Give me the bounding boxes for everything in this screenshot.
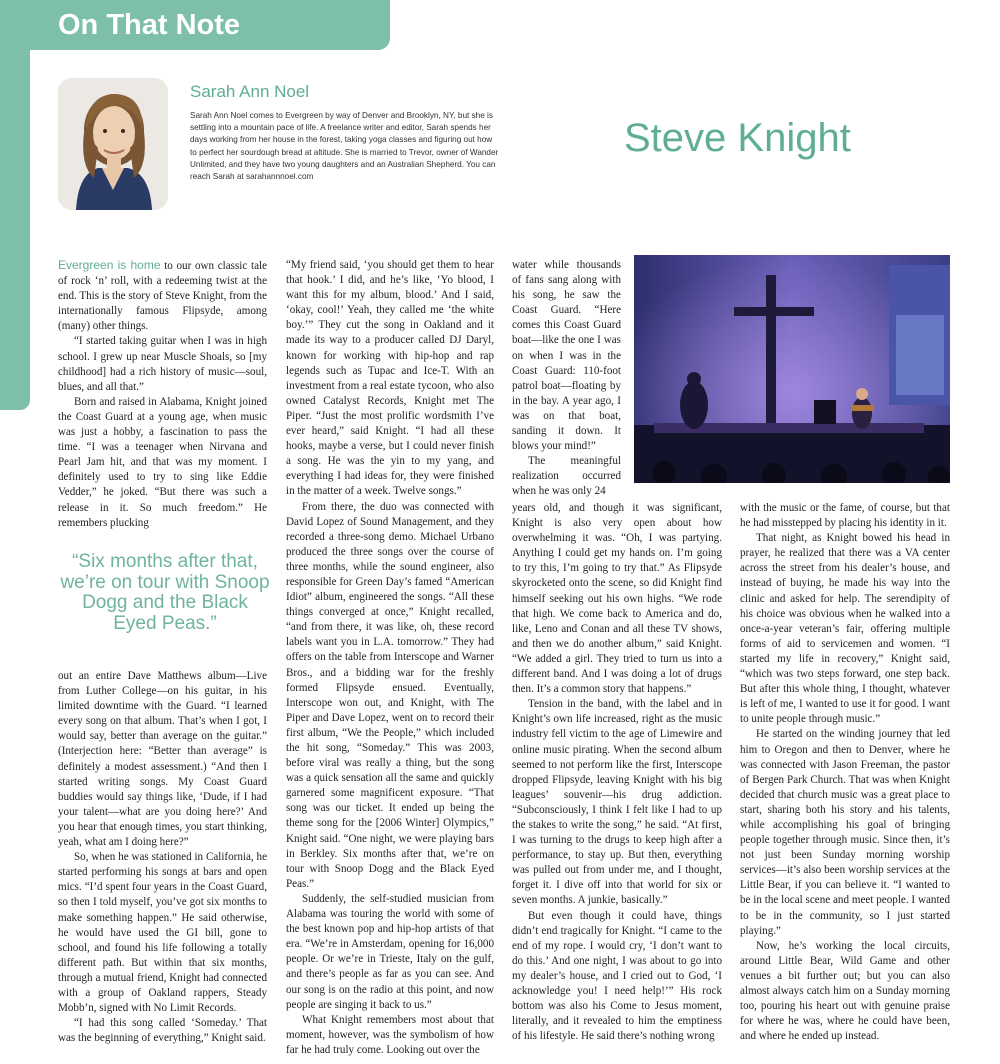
paragraph: That night, as Knight bowed his head in prayer, he realized that there was a VA center across the street from his dealer’s house, and instead of buying, he made his way into the clinic and asked for help. The serendipity of his choice was obvious when he walked into a once-a-year veteran’s fair, offering multiple forms of aid to servicemen and women. “I started my life in recovery,” Knight said, “which was two steps forward, one step back. But after this whole thing, I thought, whatever is left of me, I wanted to use it for good. I want to unite people through music.” <box>740 532 950 726</box>
paragraph: Suddenly, the self-studied musician from Alabama was touring the world with some of the best known pop and hip-hop artists of that era. “We’re in Amsterdam, opening for 16,000 people. Or we’re in Trieste, Italy on the gulf, and there’s people as far as you can see. And our song is on the radio at this point, and now people are singing it back to us.” <box>286 892 494 1011</box>
paragraph: From there, the duo was connected with David Lopez of Sound Management, and they recorded a three-song demo. Michael Urbano produced the three songs over the course of three months, while the sound engineer, also responsible for Green Day’s famed “American Idiot” album, engineered the songs. “All these things converged at once,” Knight recalled, “and from there, it was like, oh, these record labels want you in L.A. tomorrow.” They had offers on the table from Interscope and Warner Bros., and a bidding war for the freshly formed Flipsyde ensued. Eventually, Interscope won out, and Knight, with The Piper and Dave Lopez, went on to record their first album, “We the People,” which included the hit song, “Someday.” This was 2003, before viral was really a thing, but the song was a quick sensation all the same and quickly garnered some magnificent exposure. “That song was our ticket. It ended up being the theme song for the [2006 Winter] Olympics,” Knight said. “One night, we were playing bars in Berkley. Six months after that, we’re on tour with Snoop Dogg and the Black Eyed Peas.” <box>286 500 494 890</box>
author-portrait-icon <box>58 78 168 210</box>
pull-quote: “Six months after that, we’re on tour with Snoop Dogg and the Black Eyed Peas.” <box>60 551 270 634</box>
paragraph: Tension in the band, with the label and in Knight’s own life increased, right as the music industry fell victim to the age of Limewire and online music pirating. When the second album seemed to not perform like the first, Interscope dropped Flipsyde, leaving Knight with his big leagues’ souvenir—his drug addiction. “Subconsciously, I think I felt like I had to up the stakes to write the song,” he said. “At first, I was turning to the drugs to keep high after a performance, to stay up. But then, everything was pulled out from under me, and I thought, forget it. I dive off into that world for six or seven months. A junkie, basically.” <box>512 698 722 907</box>
paragraph: The meaningful realization occurred when he was only 24 <box>512 455 621 498</box>
section-side-bar <box>0 0 30 410</box>
column-4 <box>740 501 950 1044</box>
column-2 <box>286 258 494 1058</box>
paragraph: But even though it could have, things didn’t end tragically for Knight. “I came to the end of my rope. I would cry, ‘I don’t want to do this.’ And one night, I was about to go into my dealer’s house, and I cried out to God, ‘I acknowledge you! I need help!’” His rock bottom was also his Come to Jesus moment, literally, and it revealed to him the emptiness of his lifestyle. He said there’s nothing wrong <box>512 909 722 1043</box>
paragraph: “I started taking guitar when I was in high school. I grew up near Muscle Shoals, so [my childhood] had a rich history of music—soul, blues, and all that.” <box>58 335 267 393</box>
column-3-bottom <box>512 501 722 1044</box>
section-title: On That Note <box>58 9 241 41</box>
paragraph: water while thousands of fans sang along with his song, he saw the Coast Guard. “Here comes this Coast Guard boat—like the one I was on when I was in the Coast Guard: 110-foot patrol boat—floating by in the bay. A year ago, I was on that boat, sanding it down. It blows your mind!” <box>512 259 621 453</box>
concert-photo <box>634 255 950 483</box>
paragraph: Born and raised in Alabama, Knight joined the Coast Guard at a young age, when music was just a hobby, a fascination to pass the time. “I was a teenager when Nirvana and Pearl Jam hit, and that was my moment. I definitely used to try to sing like Eddie Vedder,” he joked. “But there was such a release in it. So much freedom.” He remembers plucking <box>58 395 267 529</box>
paragraph: “I had this song called ‘Someday.’ That was the beginning of everything,” Knight said. <box>58 1017 267 1045</box>
column-1-bottom <box>58 669 267 1046</box>
paragraph: So, when he was stationed in California, he started performing his songs at bars and open mics. “I’d spent four years in the Coast Guard, so then I told myself, you’ve got six months to make something happen.” He said otherwise, he would have used the GI bill, gone to school, and found his life following a totally different path. But within that six months, through a mutual friend, Knight had connected with a group of Oakland rappers, Steady Mobb’n, signed with No Limit Records. <box>58 851 267 1015</box>
author-photo <box>58 78 168 210</box>
lead-in: Evergreen is home <box>58 258 161 272</box>
article-headline: Steve Knight <box>624 116 851 160</box>
paragraph: “My friend said, ‘you should get them to hear that hook.’ I did, and he’s like, ‘Yo blood, I want this for my album, blood.’ And I said, ‘okay, cool!’ Yeah, they called me ‘the white boy.’” They cut the song in Oakland and it made its way to a producer called DJ Daryl, known for working with hip-hop and rap legends such as Tupac and Ice-T. With an investment from a real estate tycoon, who also owned Catalyst Records, Knight met The Piper. “Just the most prolific wordsmith I’ve ever heard,” said Knight. “I had all these hooks, maybe a verse, but I could never finish a song. He was the yin to my yang, and everything I had ideas for, they were finished in the matter of a week. Twelve songs.” <box>286 259 494 498</box>
paragraph: years old, and though it was significant, Knight is also very open about how overwhelming it was. “Oh, I was partying. Anything I could get my hands on. I’m going to try this, I’m going to try that.” As Flipsyde skyrocketed onto the scene, so did Knight find himself seeking out his own highs. “We rode that high. We come back to America and do, like, Leno and Conan and all these TV shows, and then we do another album,” said Knight. “We added a girl. They tried to turn us into a different band. And I was doing a lot of drugs then. It’s a common story that happens.” <box>512 502 722 696</box>
paragraph: out an entire Dave Matthews album—Live from Luther College—on his guitar, in his limited downtime with the Guard. “I learned every song on that album. That’s when I got, I would say, better than average on the guitar.” (Interjection here: “Better than average” is definitely a modest assessment.) “And then I started writing songs. My Coast Guard buddies would say things like, ‘Dude, if I had your talent—what are you doing here?’ And you hear that enough times, you start thinking, yeah, what am I doing here?” <box>58 670 267 849</box>
paragraph: He started on the winding journey that led him to Oregon and then to Denver, where he was connected with Jason Freeman, the pastor of Bergen Park Church. That was when Knight decided that church music was a great place to start, sharing both his story and his talents, while accomplishing his goal of bringing people together through music. Since then, it’s not just been Sunday morning worship services—it’s also been worship services at the Little Bear, if you can believe it. “I wanted to be in the local scene and meet people. I wanted to be in the community, so I just started playing.” <box>740 728 950 937</box>
paragraph: Now, he’s working the local circuits, around Little Bear, Wild Game and other venues a bit further out; but you can also almost always catch him on a Sunday morning too, pouring his heart out with genuine praise for where he was, where he could have been, and where he ended up instead. <box>740 939 950 1043</box>
paragraph: with the music or the fame, of course, but that he had misstepped by placing his identity in it. <box>740 502 950 530</box>
paragraph-text: to our own classic tale of rock ‘n’ roll, with a redeeming twist at the end. This is the story of Steve Knight, from the internationally famous Flipsyde, among (many) other things. <box>58 260 268 333</box>
paragraph <box>58 258 267 334</box>
paragraph: What Knight remembers most about that moment, however, was the symbolism of how far he had truly come. Looking out over the <box>286 1013 494 1056</box>
author-bio: Sarah Ann Noel comes to Evergreen by way of Denver and Brooklyn, NY, but she is settling into a mountain pace of life. A freelance writer and editor, Sarah spends her days working from her house in the forest, taking yoga classes and figuring out how to perfect her sourdough bread at altitude. She is married to Trevor, owner of Wander Unlimited, and they have two young daughters and an Australian Shepherd. You can reach Sarah at sarahannnoel.com <box>190 111 499 182</box>
section-header <box>0 0 390 50</box>
column-3-top <box>512 258 621 500</box>
column-1-top <box>58 258 267 531</box>
church-stage-photo-icon <box>634 255 950 483</box>
author-name: Sarah Ann Noel <box>190 82 310 101</box>
